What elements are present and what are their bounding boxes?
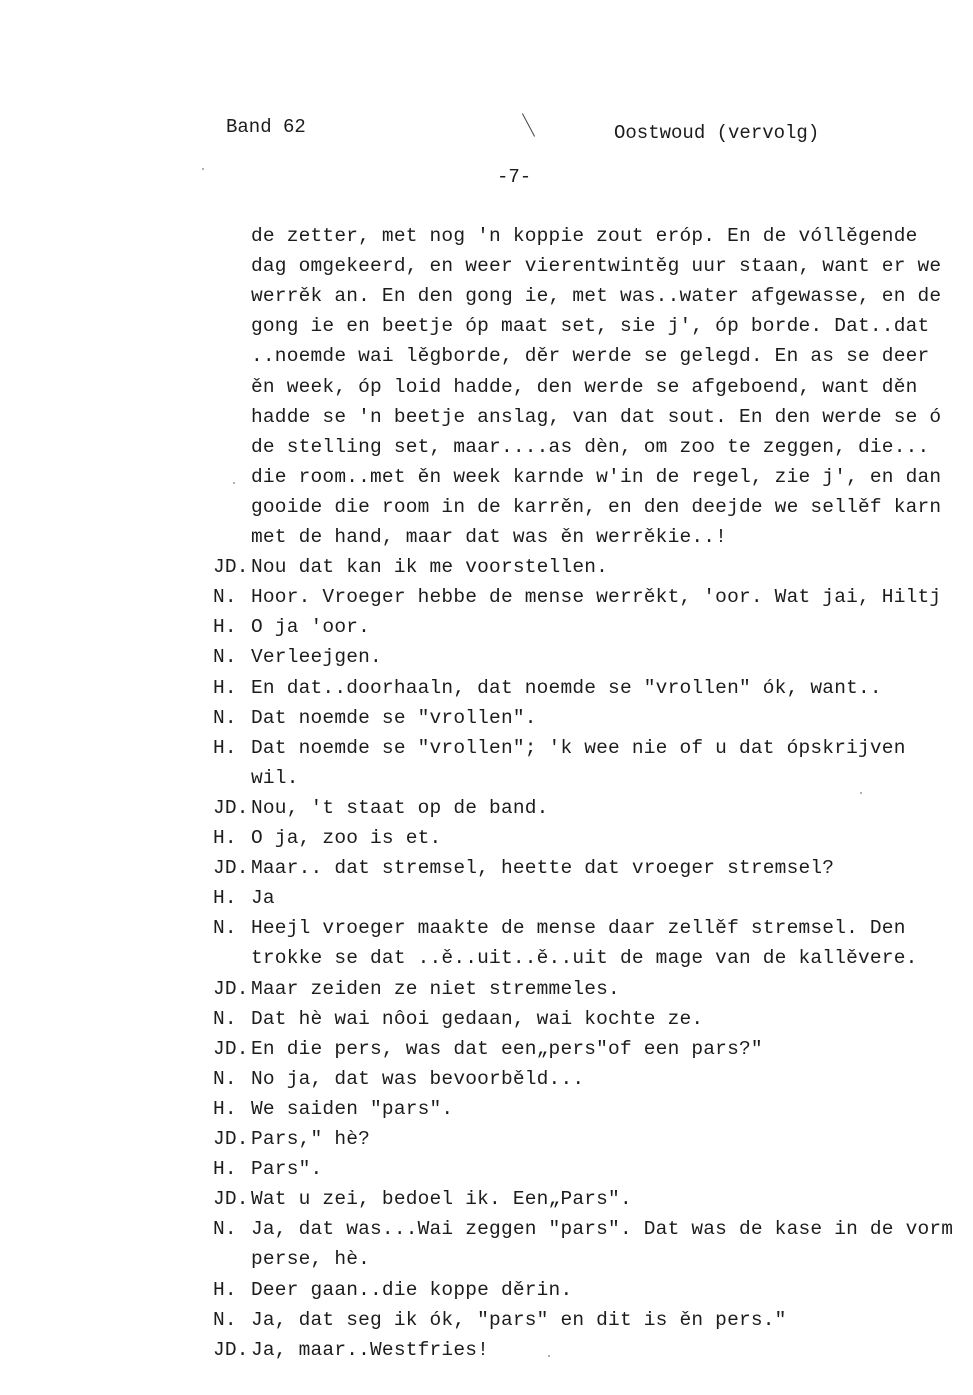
line-text: O ja 'oor. <box>251 616 371 638</box>
line-text: Nou, 't staat op de band. <box>251 797 549 819</box>
line-text: trokke se dat ..ě..uit..ě..uit de mage van de kallěvere. <box>251 947 918 969</box>
paper-speck <box>860 792 862 794</box>
speaker-label: N. <box>213 707 237 729</box>
line-text: hadde se 'n beetje anslag, van dat sout. En den werde se ó <box>251 406 942 428</box>
transcript-line <box>213 1007 703 1031</box>
transcript-line <box>251 525 727 549</box>
line-text: dag omgekeerd, en weer vierentwintěg uur staan, want er we <box>251 255 942 277</box>
page-number: -7- <box>497 166 532 188</box>
speaker-label: N. <box>213 646 237 668</box>
transcript-line <box>251 946 918 970</box>
tape-number: Band 62 <box>226 116 306 138</box>
speaker-label: JD. <box>213 1038 249 1060</box>
line-text: Dat noemde se "vrollen". <box>251 707 537 729</box>
transcript-line <box>251 766 299 790</box>
transcript-line <box>213 1157 322 1181</box>
speaker-label: N. <box>213 917 237 939</box>
line-text: Maar zeiden ze niet stremmeles. <box>251 978 620 1000</box>
speaker-label: H. <box>213 1158 237 1180</box>
line-text: de zetter, met nog 'n koppie zout eróp. En de vóllěgende <box>251 225 918 247</box>
speaker-label: N. <box>213 1008 237 1030</box>
transcript-line <box>251 344 929 368</box>
line-text: met de hand, maar dat was ěn werrěkie..! <box>251 526 728 548</box>
line-text: die room..met ěn week karnde w'in de regel, zie j', en dan <box>251 466 942 488</box>
speaker-label: JD. <box>213 978 249 1000</box>
transcript-line <box>213 645 382 669</box>
line-text: Verleejgen. <box>251 646 382 668</box>
line-text: gooide die room in de karrěn, en den deejde we sellěf karn <box>251 496 942 518</box>
line-text: Hoor. Vroeger hebbe de mense werrěkt, 'oor. Wat jai, Hiltj <box>251 586 942 608</box>
transcript-line <box>251 495 941 519</box>
line-text: Pars". <box>251 1158 323 1180</box>
transcript-line <box>213 1308 787 1332</box>
speaker-label: N. <box>213 586 237 608</box>
transcript-line <box>213 977 620 1001</box>
transcript-line <box>251 435 929 459</box>
transcript-line <box>213 796 549 820</box>
line-text: de stelling set, maar....as dèn, om zoo te zeggen, die... <box>251 436 930 458</box>
transcript-line <box>251 465 941 489</box>
transcript-line <box>213 676 882 700</box>
transcript-line <box>213 1278 572 1302</box>
line-text: Dat noemde se "vrollen"; 'k wee nie of u dat ópskrijven <box>251 737 906 759</box>
transcript-line <box>213 1127 370 1151</box>
speaker-label: H. <box>213 737 237 759</box>
speaker-label: JD. <box>213 1128 249 1150</box>
speaker-label: JD. <box>213 857 249 879</box>
location-heading: Oostwoud (vervolg) <box>614 122 820 144</box>
transcript-line <box>213 706 537 730</box>
transcript-line <box>213 1037 763 1061</box>
speaker-label: N. <box>213 1068 237 1090</box>
line-text: En dat..doorhaaln, dat noemde se "vrollen" ók, want.. <box>251 677 882 699</box>
transcript-line <box>251 224 918 248</box>
line-text: ěn week, óp loid hadde, den werde se afgeboend, want děn <box>251 376 918 398</box>
pen-mark <box>522 113 535 136</box>
line-text: Maar.. dat stremsel, heette dat vroeger stremsel? <box>251 857 835 879</box>
transcript-line <box>251 375 918 399</box>
transcript-line <box>251 405 941 429</box>
speaker-label: H. <box>213 1279 237 1301</box>
paper-speck <box>202 168 204 170</box>
line-text: Pars," hè? <box>251 1128 371 1150</box>
speaker-label: H. <box>213 827 237 849</box>
line-text: We saiden "pars". <box>251 1098 454 1120</box>
paper-speck <box>548 1355 550 1357</box>
transcript-line <box>213 1067 584 1091</box>
speaker-label: H. <box>213 616 237 638</box>
speaker-label: N. <box>213 1309 237 1331</box>
line-text: Heejl vroeger maakte de mense daar zellěf stremsel. Den <box>251 917 906 939</box>
transcript-line <box>251 1247 370 1271</box>
line-text: werrěk an. En den gong ie, met was..water afgewasse, en de <box>251 285 942 307</box>
transcript-line <box>213 916 906 940</box>
line-text: Dat hè wai nôoi gedaan, wai kochte ze. <box>251 1008 704 1030</box>
transcript-line <box>213 555 608 579</box>
line-text: ..noemde wai lěgborde, děr werde se gelegd. En as se deer <box>251 345 930 367</box>
transcript-line <box>251 314 929 338</box>
line-text: Ja, maar..Westfries! <box>251 1339 490 1361</box>
line-text: wil. <box>251 767 299 789</box>
speaker-label: H. <box>213 887 237 909</box>
line-text: En die pers, was dat een„pers"of een pars?" <box>251 1038 763 1060</box>
line-text: gong ie en beetje óp maat set, sie j', óp borde. Dat..dat <box>251 315 930 337</box>
transcript-line <box>213 1217 953 1241</box>
line-text: Deer gaan..die koppe děrin. <box>251 1279 573 1301</box>
speaker-label: H. <box>213 1098 237 1120</box>
transcript-line <box>213 615 370 639</box>
speaker-label: JD. <box>213 1339 249 1361</box>
line-text: Ja, dat seg ik ók, "pars" en dit is ěn pers." <box>251 1309 787 1331</box>
transcript-line <box>213 826 441 850</box>
speaker-label: JD. <box>213 556 249 578</box>
paper-speck <box>233 482 235 484</box>
speaker-label: H. <box>213 677 237 699</box>
transcript-line <box>251 254 941 278</box>
transcript-line <box>213 736 906 760</box>
transcript-line <box>213 585 941 609</box>
line-text: O ja, zoo is et. <box>251 827 442 849</box>
transcript-line <box>213 1187 632 1211</box>
line-text: Wat u zei, bedoel ik. Een„Pars". <box>251 1188 632 1210</box>
line-text: Nou dat kan ik me voorstellen. <box>251 556 609 578</box>
line-text: No ja, dat was bevoorběld... <box>251 1068 585 1090</box>
speaker-label: JD. <box>213 1188 249 1210</box>
line-text: Ja, dat was...Wai zeggen "pars". Dat was de kase in de vorm <box>251 1218 954 1240</box>
speaker-label: JD. <box>213 797 249 819</box>
speaker-label: N. <box>213 1218 237 1240</box>
transcript-line <box>251 284 941 308</box>
transcript-line <box>213 1097 453 1121</box>
transcript-line <box>213 1338 489 1362</box>
transcript-line <box>213 856 834 880</box>
transcript-line <box>213 886 275 910</box>
line-text: perse, hè. <box>251 1248 371 1270</box>
line-text: Ja <box>251 887 275 909</box>
